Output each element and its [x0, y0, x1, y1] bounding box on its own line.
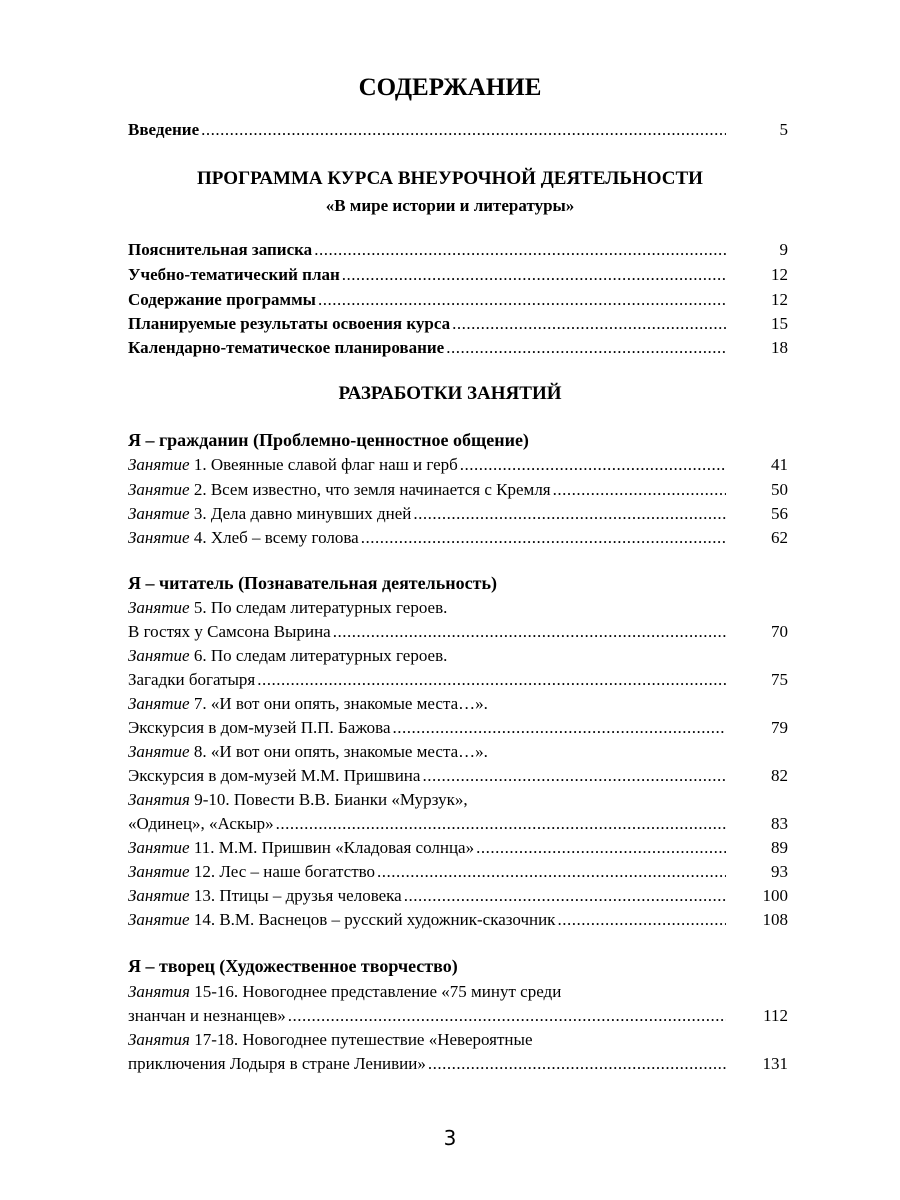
toc-entry-label: Занятие 3. Дела давно минувших дней [128, 504, 412, 523]
toc-page-number: 12 [771, 265, 788, 284]
developments-title: РАЗРАБОТКИ ЗАНЯТИЙ [338, 383, 562, 404]
toc-entry-label: Экскурсия в дом-музей М.М. Пришвина [128, 766, 421, 785]
dot-leader [446, 338, 726, 358]
toc-entry-label: Пояснительная записка [128, 240, 313, 259]
toc-entry-label: Занятие 11. М.М. Пришвин «Кладовая солнца» [128, 838, 475, 857]
toc-page-number: 70 [771, 622, 788, 641]
toc-entry-first-line: Занятия 15-16. Новогоднее представление «75 минут среди [128, 982, 562, 1001]
toc-entry-intro [128, 120, 788, 144]
section-heading: Я – читатель (Познавательная деятельность) [128, 573, 497, 593]
toc-entry-label: Занятие 12. Лес – наше богатство [128, 862, 376, 881]
dot-leader [404, 886, 726, 906]
toc-page-number: 56 [771, 504, 788, 523]
toc-entry [128, 290, 788, 314]
toc-entry-label: Занятие 14. В.М. Васнецов – русский художник-сказочник [128, 910, 556, 929]
toc-entry [128, 718, 788, 742]
toc-page-number: 82 [771, 766, 788, 785]
toc-entry-first-line: Занятие 6. По следам литературных героев. [128, 646, 448, 665]
toc-page-number: 93 [771, 862, 788, 881]
dot-leader [476, 838, 726, 858]
toc-entry-label: Экскурсия в дом-музей П.П. Бажова [128, 718, 391, 737]
toc-page-number: 79 [771, 718, 788, 737]
toc-entry-first-line: Занятие 5. По следам литературных героев. [128, 598, 448, 617]
toc-entry-first-line: Занятие 8. «И вот они опять, знакомые места…». [128, 742, 488, 761]
dot-leader [318, 290, 726, 310]
toc-entry-label: Занятие 2. Всем известно, что земля начинается с Кремля [128, 480, 551, 499]
dot-leader [333, 622, 726, 642]
toc-page-number: 100 [762, 886, 788, 905]
dot-leader [452, 314, 726, 334]
toc-entry [128, 1006, 788, 1030]
toc-page-number: 41 [771, 455, 788, 474]
dot-leader [276, 814, 726, 834]
toc-entry [128, 455, 788, 479]
dot-leader [257, 670, 726, 690]
dot-leader [460, 455, 726, 475]
toc-entry-first-line: Занятие 7. «И вот они опять, знакомые места…». [128, 694, 488, 713]
toc-entry-label: Учебно-тематический план [128, 265, 340, 284]
dot-leader [428, 1054, 726, 1074]
toc-entry-label: Занятие 1. Овеянные славой флаг наш и герб [128, 455, 458, 474]
toc-entry-first-line: Занятия 9-10. Повести В.В. Бианки «Мурзук», [128, 790, 468, 809]
toc-page-number: 18 [771, 338, 788, 357]
toc-entry-label: Введение [128, 120, 200, 139]
dot-leader [393, 718, 726, 738]
page-title: СОДЕРЖАНИЕ [358, 74, 542, 101]
toc-entry-label: Занятие 13. Птицы – друзья человека [128, 886, 402, 905]
toc-page-number: 12 [771, 290, 788, 309]
toc-page-number: 50 [771, 480, 788, 499]
toc-page-number: 89 [771, 838, 788, 857]
toc-entry [128, 622, 788, 646]
toc-entry [128, 480, 788, 504]
toc-entry [128, 670, 788, 694]
toc-entry-label: В гостях у Самсона Вырина [128, 622, 331, 641]
toc-entry-label: Календарно-тематическое планирование [128, 338, 445, 357]
dot-leader [557, 910, 726, 930]
toc-entry-label: Содержание программы [128, 290, 316, 309]
dot-leader [413, 504, 726, 524]
toc-entry [128, 910, 788, 934]
section-heading: Я – гражданин (Проблемно-ценностное общение) [128, 430, 529, 450]
dot-leader [288, 1006, 726, 1026]
toc-entry [128, 814, 788, 838]
toc-page-number: 15 [771, 314, 788, 333]
toc-entry-label: приключения Лодыря в стране Ленивии» [128, 1054, 426, 1073]
toc-entry [128, 265, 788, 289]
toc-entry [128, 338, 788, 362]
toc-entry [128, 240, 788, 264]
toc-page-number: 112 [763, 1006, 788, 1025]
toc-entry [128, 1054, 788, 1078]
dot-leader [553, 480, 726, 500]
toc-entry [128, 528, 788, 552]
toc-entry [128, 314, 788, 338]
toc-page-number: 75 [771, 670, 788, 689]
toc-page-number: 62 [771, 528, 788, 547]
toc-entry-first-line: Занятия 17-18. Новогоднее путешествие «Невероятные [128, 1030, 533, 1049]
toc-page-number: 108 [762, 910, 788, 929]
dot-leader [377, 862, 726, 882]
toc-page-number: 5 [779, 120, 788, 139]
toc-entry [128, 504, 788, 528]
dot-leader [201, 120, 726, 140]
program-subtitle: «В мире истории и литературы» [325, 196, 575, 215]
section-heading: Я – творец (Художественное творчество) [128, 956, 458, 976]
dot-leader [342, 265, 726, 285]
toc-entry-label: «Одинец», «Аскыр» [128, 814, 274, 833]
program-title: ПРОГРАММА КУРСА ВНЕУРОЧНОЙ ДЕЯТЕЛЬНОСТИ [197, 168, 703, 189]
dot-leader [422, 766, 726, 786]
toc-entry-label: Загадки богатыря [128, 670, 256, 689]
toc-page-number: 83 [771, 814, 788, 833]
toc-page-number: 131 [762, 1054, 788, 1073]
toc-entry [128, 766, 788, 790]
toc-entry-label: Планируемые результаты освоения курса [128, 314, 451, 333]
toc-entry [128, 862, 788, 886]
toc-entry-label: Занятие 4. Хлеб – всему голова [128, 528, 359, 547]
dot-leader [361, 528, 726, 548]
toc-entry-label: знанчан и незнанцев» [128, 1006, 286, 1025]
toc-entry [128, 886, 788, 910]
toc-entry [128, 838, 788, 862]
dot-leader [314, 240, 726, 260]
page-number: 3 [443, 1126, 457, 1150]
toc-page-number: 9 [779, 240, 788, 259]
